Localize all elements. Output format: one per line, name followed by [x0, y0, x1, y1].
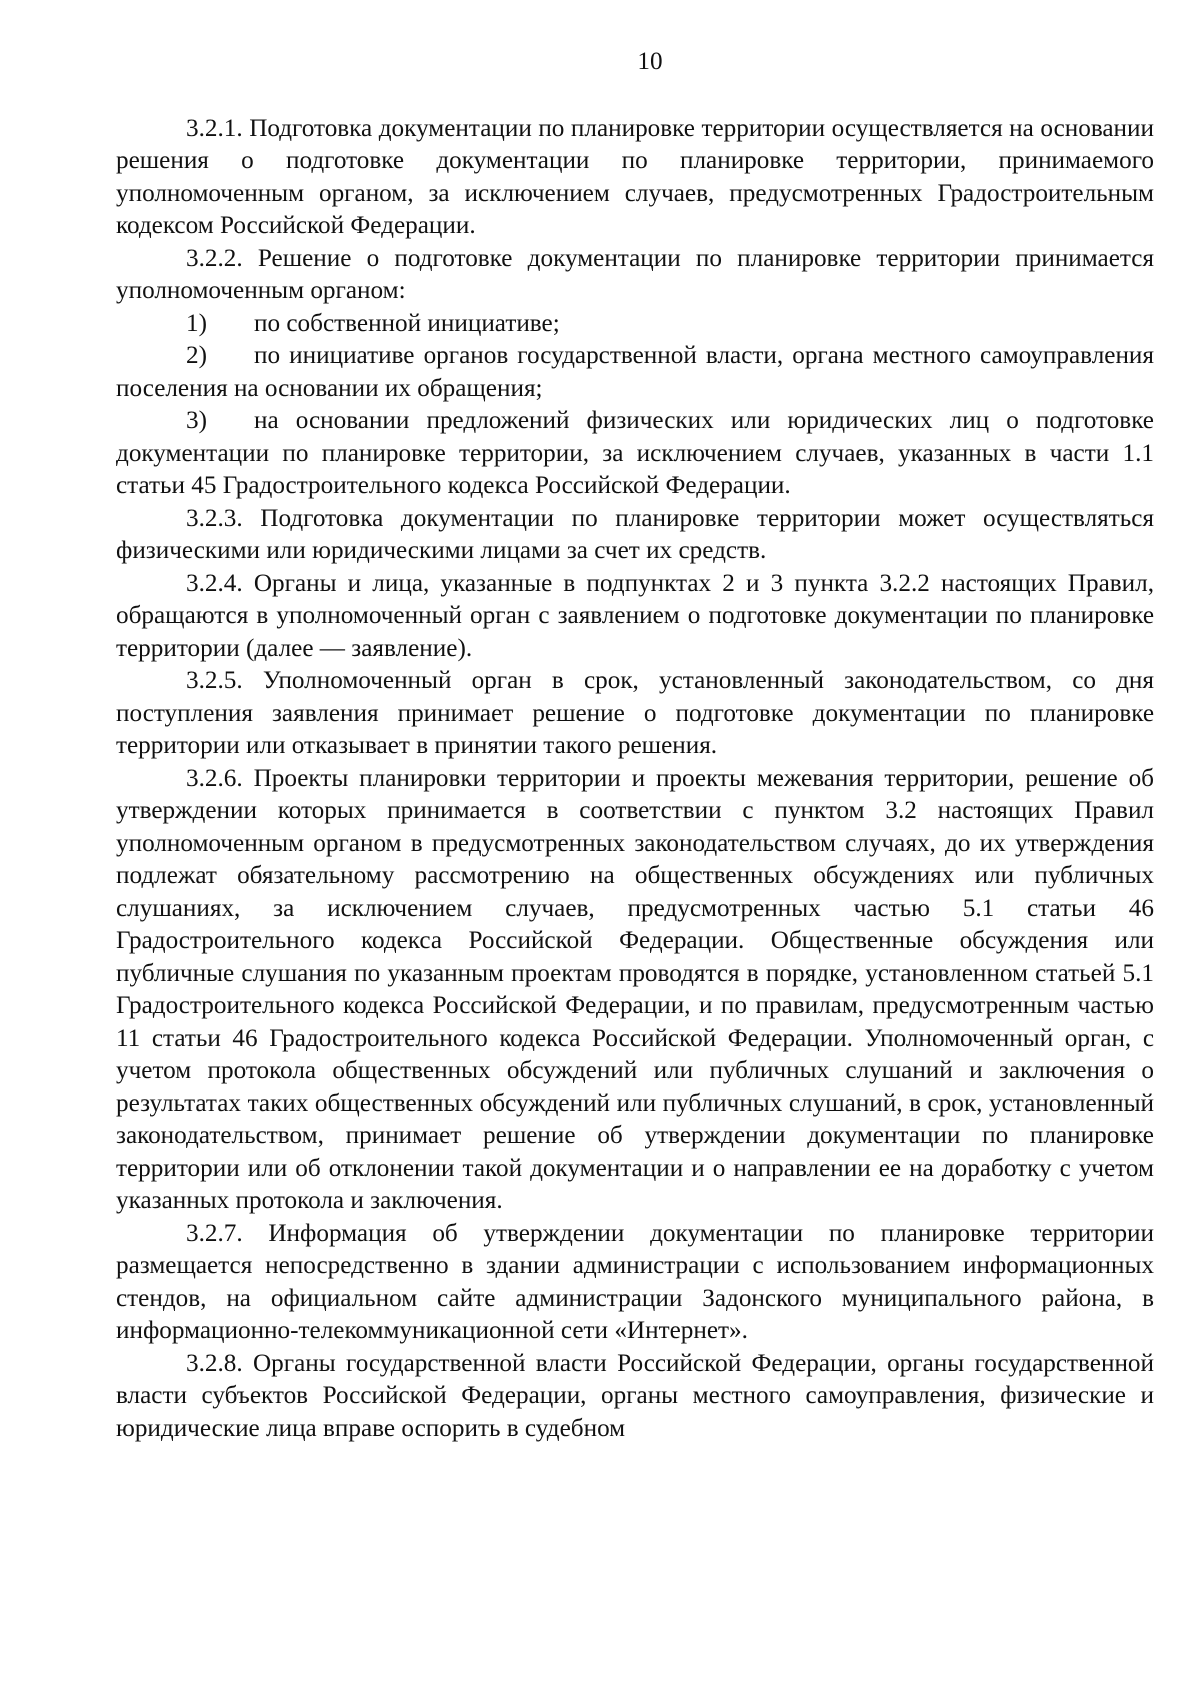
paragraph-number: 3.2.2. [186, 244, 243, 272]
paragraph-text: Органы и лица, указанные в подпунктах 2 и 3 пункта 3.2.2 настоящих Правил, обращаются в уполномоченный орган с заявлением о подготовке документации по планировке территории (далее — заявление). [116, 569, 1155, 662]
paragraph-text: Подготовка документации по планировке территории может осуществляться физическими или юридическими лицами за счет их средств. [116, 504, 1155, 564]
paragraph-text: Уполномоченный орган в срок, установленный законодательством, со дня поступления заявления принимает решение о подготовке документации по планировке территории или отказывает в принятии такого решения. [116, 667, 1154, 759]
paragraph-number: 3.2.1. [186, 114, 243, 142]
paragraph-number: 3.2.4. [186, 569, 243, 597]
paragraph-3-2-6 [116, 763, 1154, 1218]
paragraph-number: 3.2.3. [186, 504, 243, 532]
list-item-number: 2) [186, 342, 207, 369]
paragraph-number: 3.2.8. [186, 1349, 243, 1377]
paragraph-number: 3.2.7. [186, 1219, 243, 1247]
paragraph-3-2-1 [116, 113, 1154, 243]
paragraph-3-2-5 [116, 665, 1154, 763]
paragraph-number: 3.2.5. [186, 667, 243, 694]
paragraph-3-2-4 [116, 568, 1154, 666]
list-item-text: на основании предложений физических или юридических лиц о подготовке документации по планировке территории, за исключением случаев, указанных в части 1.1 статьи 45 Градостроительного кодекса Российской Федерации. [116, 407, 1154, 499]
paragraph-text: Органы государственной власти Российской Федерации, органы государственной власти субъектов Российской Федерации, органы местного самоуправления, физические и юридические лица вправе оспорить в судебном [116, 1349, 1154, 1442]
page-number: 10 [637, 48, 663, 75]
paragraph-3-2-3 [116, 503, 1154, 568]
paragraph-number: 3.2.6. [186, 764, 243, 792]
paragraph-3-2-2 [116, 243, 1154, 308]
list-item-number: 3) [186, 407, 207, 434]
list-item-text: по инициативе органов государственной власти, органа местного самоуправления поселения на основании их обращения; [116, 342, 1154, 402]
list-item-3 [116, 405, 1154, 503]
list-item-number: 1) [186, 309, 207, 337]
paragraph-3-2-8 [116, 1348, 1154, 1446]
paragraph-text: Подготовка документации по планировке территории осуществляется на основании решения о подготовке документации по планировке территории, принимаемого уполномоченным органом, за исключением случаев, предусмотренных Градостроительным кодексом Российской Федерации. [116, 114, 1154, 239]
list-item-1 [116, 308, 1154, 341]
list-item-2 [116, 340, 1154, 405]
paragraph-3-2-7 [116, 1218, 1154, 1348]
paragraph-text: Проекты планировки территории и проекты межевания территории, решение об утверждении которых принимается в соответствии с пунктом 3.2 настоящих Правил уполномоченным органом в предусмотренных законодательством случаях, до их утверждения подлежат обязательному рассмотрению на общественных обсуждениях или публичных слушаниях, за исключением случаев, предусмотренных частью 5.1 статьи 46 Градостроительного кодекса Российской Федерации. Общественные обсуждения или публичные слушания по указанным проектам проводятся в порядке, установленном статьей 5.1 Градостроительного кодекса Российской Федерации, и по правилам, предусмотренным частью 11 статьи 46 Градостроительного кодекса Российской Федерации. Уполномоченный орган, с учетом протокола общественных обсуждений или публичных слушаний и заключения о результатах таких общественных обсуждений или публичных слушаний, в срок, установленный законодательством, принимает решение об утверждении документации по планировке территории или об отклонении такой документации и о направлении ее на доработку с учетом указанных протокола и заключения. [116, 764, 1155, 1214]
paragraph-text: Решение о подготовке документации по планировке территории принимается уполномоченным органом: [116, 244, 1154, 304]
list-item-text: по собственной инициативе; [254, 309, 560, 337]
paragraph-text: Информация об утверждении документации по планировке территории размещается непосредственно в здании администрации с использованием информационных стендов, на официальном сайте администрации Задонского муниципального района, в информационно-телекоммуникационной сети «Интернет». [116, 1219, 1155, 1344]
